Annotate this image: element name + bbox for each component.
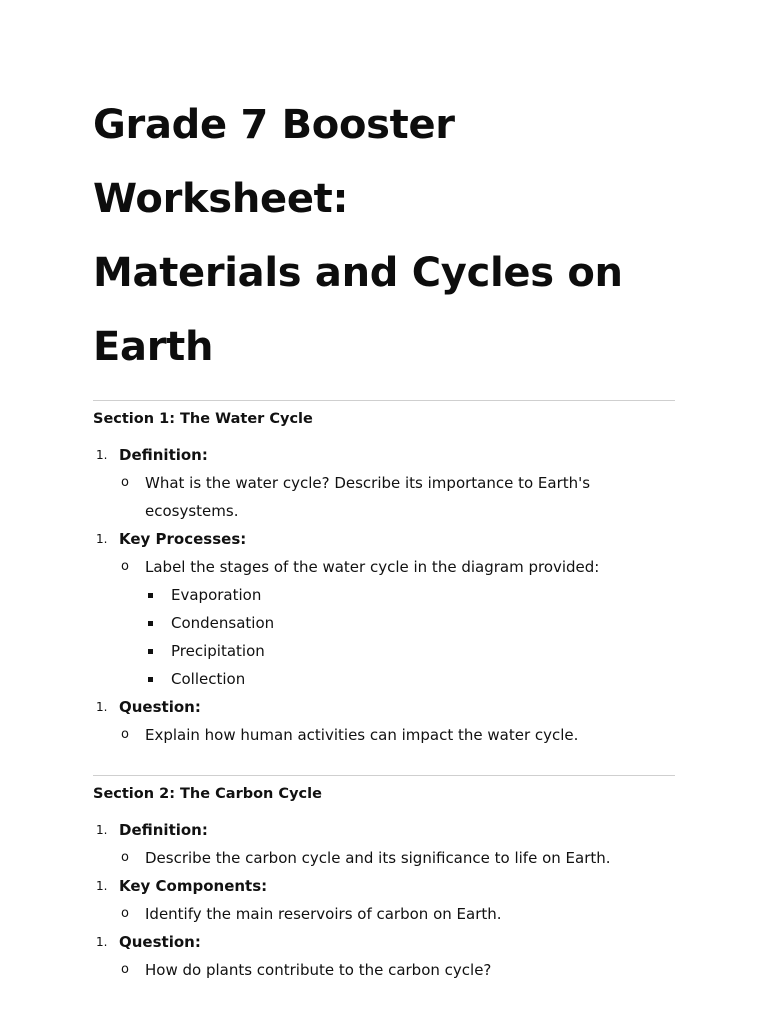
sub-bullet: o [121, 559, 129, 574]
stage-label: Condensation [171, 614, 275, 632]
sub-item [93, 844, 675, 872]
section-title: Section 1: The Water Cycle [93, 411, 313, 427]
list-number: 1. [96, 448, 108, 462]
square-bullet-icon [148, 593, 153, 598]
item-label: Definition: [119, 446, 208, 464]
stage-item [93, 637, 675, 665]
item-label: Question: [119, 698, 201, 716]
list-item [93, 928, 675, 956]
worksheet-page [93, 88, 675, 984]
section-title: Section 2: The Carbon Cycle [93, 786, 322, 802]
list-number: 1. [96, 879, 108, 893]
item-label: Key Processes: [119, 530, 247, 548]
stage-label: Collection [171, 670, 246, 688]
stage-item [93, 609, 675, 637]
list-number: 1. [96, 532, 108, 546]
sub-text: How do plants contribute to the carbon cycle? [145, 961, 492, 979]
stage-item [93, 581, 675, 609]
list-number: 1. [96, 935, 108, 949]
list-item [93, 872, 675, 900]
section-water-cycle [93, 409, 675, 749]
divider [93, 400, 675, 401]
item-label: Question: [119, 933, 201, 951]
section-carbon-cycle [93, 784, 675, 984]
item-label: Definition: [119, 821, 208, 839]
title-line: Grade 7 Booster Worksheet: [93, 102, 455, 222]
stage-label: Precipitation [171, 642, 265, 660]
sub-bullet: o [121, 727, 129, 742]
sub-item [93, 469, 675, 525]
sub-item [93, 553, 675, 581]
numbered-list [93, 441, 675, 749]
sub-text: What is the water cycle? Describe its importance to Earth's [145, 474, 591, 492]
list-item [93, 816, 675, 844]
title-line: Earth [93, 324, 214, 370]
sub-item [93, 900, 675, 928]
list-number: 1. [96, 700, 108, 714]
list-number: 1. [96, 823, 108, 837]
sub-bullet: o [121, 475, 129, 490]
sub-bullet: o [121, 906, 129, 921]
list-item [93, 693, 675, 721]
sub-text: Describe the carbon cycle and its significance to life on Earth. [145, 849, 611, 867]
sub-text: Identify the main reservoirs of carbon on Earth. [145, 905, 502, 923]
square-bullet-icon [148, 649, 153, 654]
sub-bullet: o [121, 850, 129, 865]
sub-text: ecosystems. [145, 502, 239, 520]
page-title [93, 88, 675, 384]
stage-label: Evaporation [171, 586, 262, 604]
sub-item [93, 956, 675, 984]
sub-text: Label the stages of the water cycle in the diagram provided: [145, 558, 600, 576]
list-item [93, 441, 675, 469]
numbered-list [93, 816, 675, 984]
square-bullet-icon [148, 677, 153, 682]
divider [93, 775, 675, 776]
title-line: Materials and Cycles on [93, 250, 623, 296]
sub-text: Explain how human activities can impact the water cycle. [145, 726, 579, 744]
item-label: Key Components: [119, 877, 268, 895]
list-item [93, 525, 675, 553]
square-bullet-icon [148, 621, 153, 626]
sub-item [93, 721, 675, 749]
sub-bullet: o [121, 962, 129, 977]
stage-item [93, 665, 675, 693]
